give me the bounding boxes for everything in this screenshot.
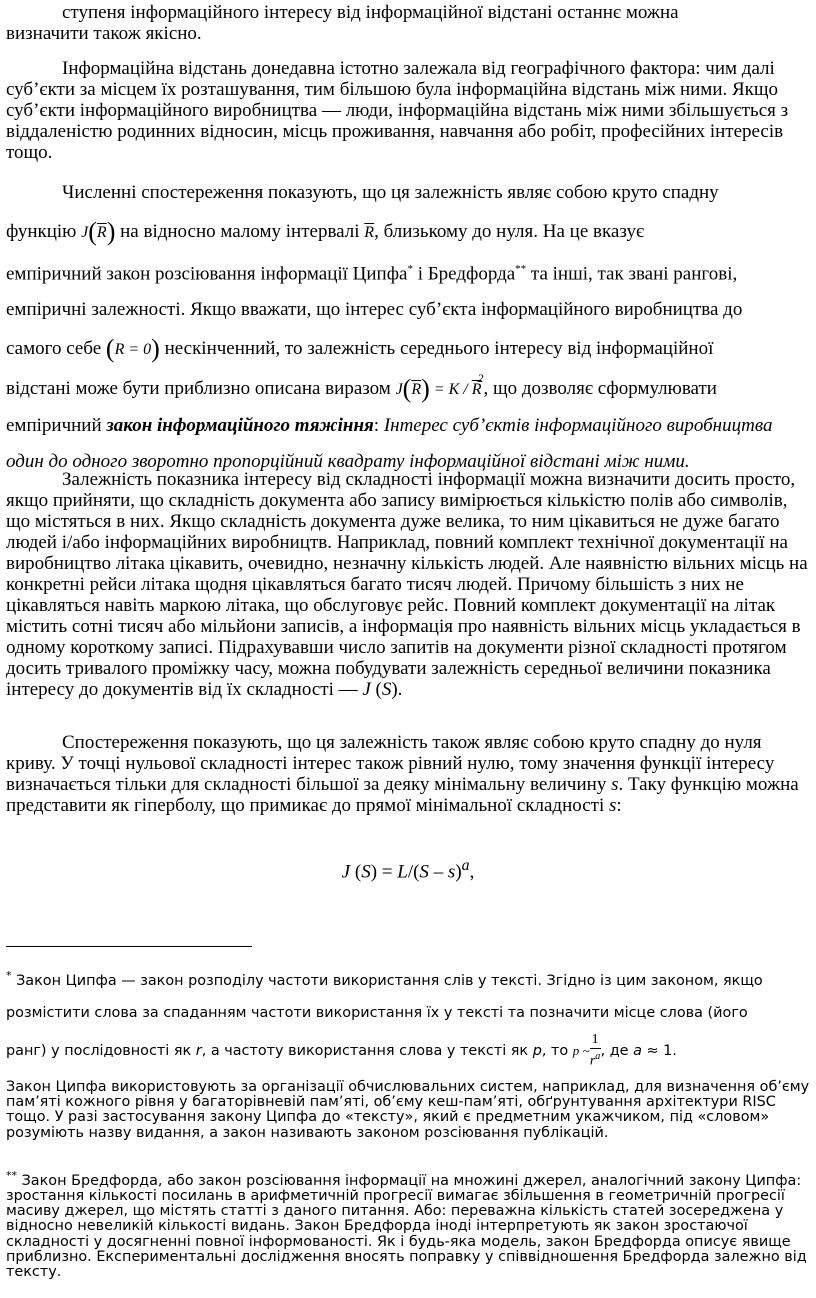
- formula-symbol: S: [361, 861, 371, 883]
- footnote-text: ≈ 1.: [641, 1042, 677, 1059]
- p5-text: :: [616, 795, 622, 816]
- formula-symbol: (: [350, 861, 362, 883]
- formula-inverse-square: $J(\overline{R}) = K / \overline{R}^2$: [395, 371, 484, 404]
- continuation-line-2: визначити також якісно.: [6, 23, 202, 44]
- footnote-ref-1[interactable]: *: [407, 263, 413, 275]
- footnote-text: Закон Бредфорда, або закон розсіювання інформації на множині джерел, аналогічний закону Ципфа: зростання кількості посилань в арифметичній прогресії вимагає збільшення в геометричній прогресії масиву джерел, що містять статті з даного питання. Або: переважна кількість статей зосереджена у відносно невеликій кількості видань. Закон Бредфорда іноді інтерпретують як закон зростаючої складності у досягненні повної інформованості. Як і будь-яка модель, закон Бредфорда описує явище приблизно. Експериментальні дослідження вносять поправку у співвідношення Бредфорда залежно від тексту.: [6, 1172, 807, 1281]
- p3-text: на відносно малому інтервалі: [120, 221, 360, 242]
- formula-symbol: ,: [469, 861, 475, 883]
- p3-text: відстані може бути приблизно описана виразом: [6, 378, 391, 400]
- footnote-text: ранг) у послідовності як: [6, 1042, 196, 1059]
- p3-text: емпіричний закон розсіювання інформації Ципфа: [6, 263, 408, 285]
- formula-symbol: –: [428, 861, 448, 883]
- formula-symbol: J: [395, 381, 403, 399]
- formula-symbol: a: [633, 1042, 642, 1059]
- fraction-denominator: [590, 1049, 601, 1070]
- formula-r-equals-zero: (R = 0): [105, 334, 160, 364]
- footnote-mark: *: [6, 969, 12, 982]
- p3-text: , близькому до нуля. На це вказує: [374, 221, 645, 242]
- footnote-text: розмістити слова за спаданням частоти використання їх у тексті та позначити місце слова (його: [6, 1004, 748, 1021]
- p4-text: Залежність показника інтересу від складності інформації можна визначити досить просто, якщо прийняти, що складність документа або запису вимірюється кількістю полів або символів, що містяться в них. Якщо складність документа дуже велика, то ним цікавиться не дуже багато людей і/або інформаційних виробництв. Наприклад, повний комплект технічної документації на виробництво літака цікавить, очевидно, незначну кількість людей. Але наявністю вільних місць на конкретні рейси літака щодня цікавляться багато тисяч людей. Причому більшість з них не цікавляться навіть маркою літака, що обслуговує рейс. Повний комплект документації на літак містить сотні тисяч або мільйони записів, а інформація про наявність вільних місць укладається в одному короткому записі. Підрахувавши число запитів на документи різної складності протягом досить тривалого проміжку часу, можна побудувати залежність середньої величини показника інтересу до документів від їх складності —: [6, 469, 808, 700]
- formula-j-of-r: $J(\overline{R})$: [81, 217, 116, 246]
- continuation-line-1: ступеня інформаційного інтересу від інформаційної відстані останнє можна: [62, 2, 679, 23]
- formula-symbol: J: [362, 679, 371, 700]
- p3-sentence-1: Численні спостереження показують, що ця залежність являє собою круто спадну: [62, 182, 719, 203]
- p3-text: , що дозволяє сформулювати: [483, 378, 717, 400]
- formula-fraction: [590, 1032, 601, 1070]
- p3-text: емпіричні залежності. Якщо вважати, що інтерес суб’єкта інформаційного виробництва до: [6, 299, 743, 321]
- paragraph-continuation: [6, 2, 810, 44]
- footnote-bradford: [6, 1168, 810, 1280]
- footnote-text: , а частоту використання слова у тексті як: [201, 1042, 533, 1059]
- formula-exponent: a: [461, 857, 470, 874]
- paragraph-information-distance: Інформаційна відстань донедавна істотно залежала від географічного фактора: чим далі суб’єкти за місцем їх розташування, тим більшою була інформаційна відстань між ними. Якщо суб’єкти інформаційного виробництва — люди, інформаційна відстань між ними збільшується з віддаленістю родинних відносин, місць проживання, навчання або робіт, професійних інтересів тощо.: [6, 58, 789, 163]
- formula-symbol: R = 0: [114, 341, 152, 359]
- formula-r-bar: $\overline{R}$: [364, 224, 375, 241]
- p5-text: Спостереження показують, що ця залежність також являє собою круто спадну до нуля криву. У точці нульової складності інтерес також рівний нулю, тому значення функції інтересу визначається тільки для складності більшої за деяку мінімальну величину: [6, 732, 775, 795]
- formula-hyperbola: [0, 855, 816, 882]
- formula-symbol: s: [611, 774, 619, 795]
- formula-exponent: a: [595, 1050, 601, 1062]
- p3-text: і Бредфорда: [412, 263, 516, 285]
- footnote-text: , то: [541, 1042, 569, 1059]
- footnote-text: , де: [600, 1042, 634, 1059]
- law-statement: Інтерес суб’єктів інформаційного виробництва один до одного зворотно пропорційний квадрату інформаційної відстані між ними.: [6, 415, 773, 473]
- footnote-ref-2[interactable]: **: [515, 263, 527, 275]
- formula-symbol: p ~: [572, 1042, 590, 1058]
- paragraph-complexity-interest: [6, 469, 810, 700]
- p5-text: . Таку функцію можна представити як гіперболу, що примикає до прямої мінімальної складності: [6, 774, 799, 816]
- formula-symbol: /(: [407, 861, 420, 883]
- formula-symbol: r: [195, 1042, 202, 1059]
- formula-symbol: $\overline{R}$: [96, 224, 107, 241]
- p3-text: функцію: [6, 221, 77, 242]
- formula-symbol: $\overline{R}$: [471, 381, 482, 399]
- footnote-zipf-usage: Закон Ципфа використовують за організації обчислювальних систем, наприклад, для визначення об’єму пам’яті кожного рівня у багаторівневій пам’яті, об’єму кеш-пам’яті, обґрунтування архітектури RISC тощо. У разі застосування закону Ципфа до «тексту», який є предметним укажчиком, під «словом» розуміють назву видання, а закон називають законом розсіювання публікацій.: [6, 1079, 810, 1141]
- formula-symbol: L: [397, 861, 408, 883]
- p4-text: (: [370, 679, 382, 700]
- formula-symbol: S: [381, 679, 392, 700]
- p3-text: нескінченний, то залежність середнього інтересу від інформаційної: [164, 338, 714, 360]
- formula-symbol: ) =: [370, 861, 398, 883]
- formula-symbol: S: [419, 861, 429, 883]
- law-name: закон інформаційного тяжіння: [106, 415, 374, 437]
- formula-exponent: 2: [477, 371, 484, 386]
- formula-symbol: s: [447, 861, 456, 883]
- formula-symbol: ): [455, 861, 462, 883]
- p3-text: :: [373, 415, 384, 437]
- p3-text: та інші, так звані рангові,: [526, 263, 738, 285]
- formula-symbol: = K /: [433, 381, 468, 399]
- p4-text: ).: [391, 679, 403, 700]
- formula-symbol: J: [341, 861, 351, 883]
- formula-symbol: s: [608, 795, 617, 816]
- formula-symbol: r: [589, 1053, 596, 1069]
- p3-text: самого себе: [6, 338, 102, 360]
- fraction-numerator: 1: [591, 1031, 599, 1047]
- p3-text: емпіричний: [6, 415, 107, 437]
- formula-symbol: p: [532, 1042, 542, 1059]
- paragraph-zipf-law: [6, 175, 810, 480]
- footnote-mark: **: [6, 1169, 17, 1182]
- formula-symbol: $\overline{R}$: [411, 381, 422, 399]
- footnote-separator: [6, 946, 252, 947]
- formula-symbol: J: [81, 224, 89, 241]
- footnote-text: Закон Ципфа — закон розподілу частоти використання слів у тексті. Згідно із цим законом, якщо: [11, 972, 763, 989]
- footnote-zipf: [6, 960, 810, 1073]
- paragraph-hyperbola: [6, 732, 810, 816]
